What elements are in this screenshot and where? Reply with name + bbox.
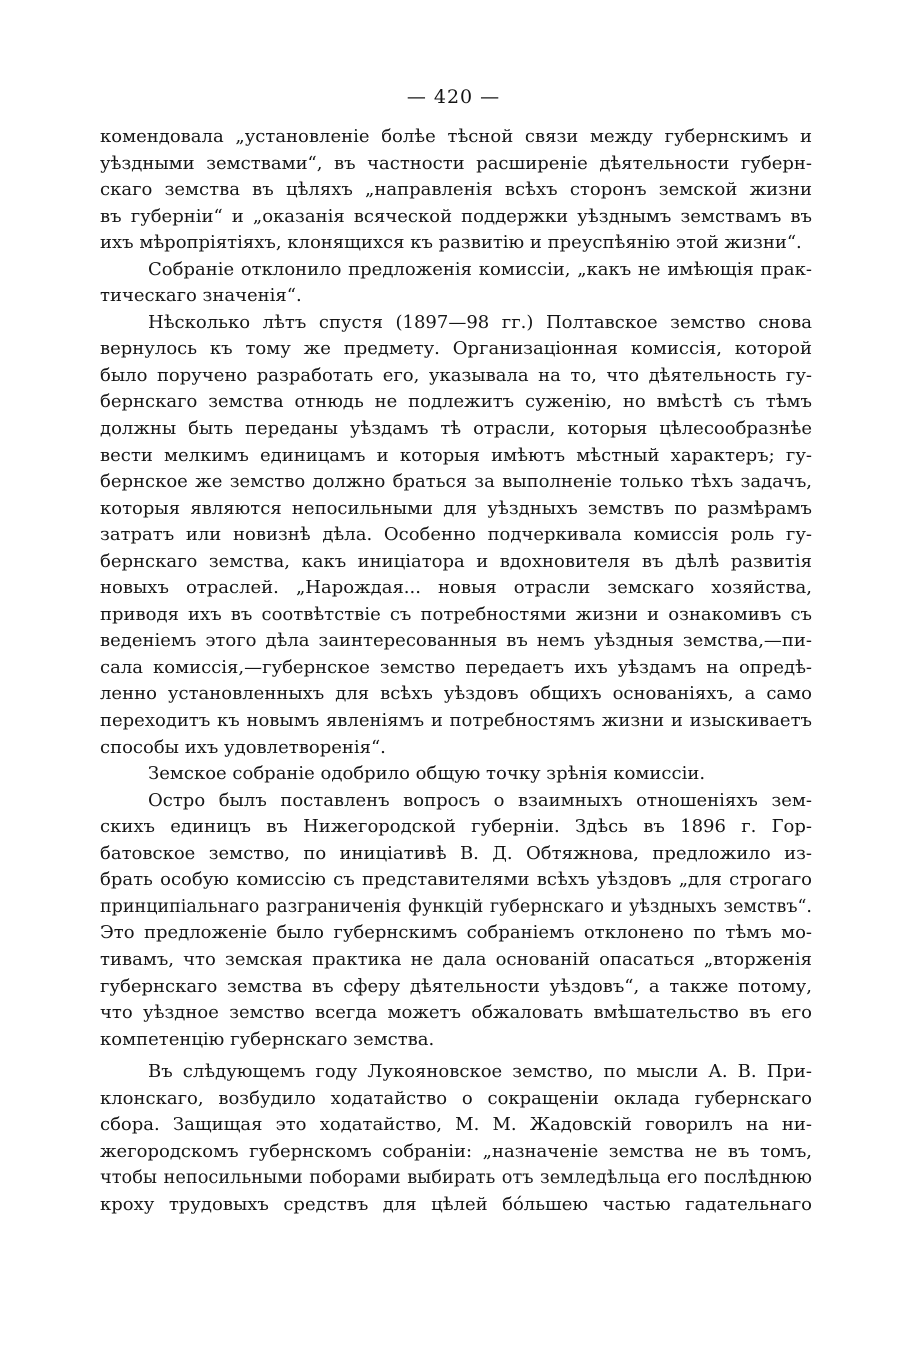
text-line: вести мелкимъ единицамъ и которыя имѣютъ мѣстный характеръ; гу- (100, 444, 812, 466)
text-line: губернскаго земства въ сферу дѣятельности уѣздовъ“, а также потому, (100, 975, 812, 997)
text-line: новыхъ отраслей. „Нарождая... новыя отрасли земскаго хозяйства, (100, 577, 812, 599)
text-line: вернулось къ тому же предмету. Организаціонная комиссія, которой (100, 338, 812, 360)
text-line: веденіемъ этого дѣла заинтересованныя въ немъ уѣздныя земства,—пи- (100, 630, 812, 652)
paragraph (100, 761, 812, 788)
text-line: жегородскомъ губернскомъ собраніи: „назначеніе земства не въ томъ, (100, 1140, 812, 1162)
text-line: что уѣздное земство всегда можетъ обжаловать вмѣшательство въ его (100, 1002, 812, 1024)
text-line: бернскаго земства, какъ иниціатора и вдохновителя въ дѣлѣ развитія (100, 550, 812, 572)
text-line: ленно установленныхъ для всѣхъ уѣздовъ общихъ основаніяхъ, а само (100, 683, 812, 705)
text-line: кроху трудовыхъ средствъ для цѣлей бо́льшею частью гадательнаго (100, 1193, 812, 1215)
text-line: брать особую комиссію съ представителями всѣхъ уѣздовъ „для строгаго (100, 869, 812, 891)
text-line: Въ слѣдующемъ году Лукояновское земство, по мысли А. В. При- (148, 1061, 812, 1083)
text-line: должны быть переданы уѣздамъ тѣ отрасли, которыя цѣлесообразнѣе (100, 418, 812, 440)
text-line: клонскаго, возбудило ходатайство о сокращеніи оклада губернскаго (100, 1087, 812, 1109)
text-line: сала комиссія,—губернское земство передаетъ ихъ уѣздамъ на опредѣ- (100, 656, 812, 678)
text-line: Остро былъ поставленъ вопросъ о взаимныхъ отношеніяхъ зем- (148, 789, 812, 811)
text-line: Нѣсколько лѣтъ спустя (1897—98 гг.) Полтавское земство снова (148, 311, 812, 333)
paragraph (100, 124, 812, 257)
text-line: комендовала „установленіе болѣе тѣсной связи между губернскимъ и (100, 126, 812, 147)
body-text (100, 124, 812, 1218)
text-line: принципіальнаго разграниченія функцій губернскаго и уѣздныхъ земствъ“. (100, 896, 812, 917)
text-line: чтобы непосильными поборами выбирать отъ земледѣльца его послѣднюю (100, 1168, 812, 1189)
text-line: скаго земства въ цѣляхъ „направленія всѣхъ сторонъ земской жизни (100, 179, 812, 201)
text-line: въ губерніи“ и „оказанія всяческой поддержки уѣзднымъ земствамъ въ (100, 205, 812, 227)
text-line: переходитъ къ новымъ явленіямъ и потребностямъ жизни и изыскиваетъ (100, 710, 812, 732)
text-line: Это предложеніе было губернскимъ собраніемъ отклонено по тѣмъ мо- (100, 922, 812, 944)
text-line: Собраніе отклонило предложенія комиссіи, „какъ не имѣющія прак- (148, 258, 812, 280)
text-line: тическаго значенія“. (100, 285, 302, 307)
paragraph (100, 257, 812, 310)
text-line: затратъ или новизнѣ дѣла. Особенно подчеркивала комиссія роль гу- (100, 524, 812, 546)
text-line: бернское же земство должно браться за выполненіе только тѣхъ задачъ, (100, 471, 812, 493)
text-line: было поручено разработать его, указывала на то, что дѣятельность гу- (100, 364, 812, 386)
paragraph (100, 788, 812, 1053)
text-line: которыя являются непосильными для уѣздныхъ земствъ по размѣрамъ (100, 497, 812, 519)
text-line: компетенцію губернскаго земства. (100, 1028, 435, 1050)
text-line: способы ихъ удовлетворенія“. (100, 736, 386, 758)
text-line: тивамъ, что земская практика не дала основаній опасаться „вторженія (100, 948, 812, 970)
text-line: бернскаго земства отнюдь не подлежитъ суженію, но вмѣстѣ съ тѣмъ (100, 391, 812, 413)
paragraph (100, 1059, 812, 1218)
page-number: — 420 — (406, 86, 501, 108)
text-line: скихъ единицъ въ Нижегородской губерніи. Здѣсь въ 1896 г. Гор- (100, 816, 812, 838)
paragraph (100, 310, 812, 761)
text-line: ихъ мѣропріятіяхъ, клонящихся къ развитію и преуспѣянію этой жизни“. (100, 232, 802, 254)
text-line: приводя ихъ въ соотвѣтствіе съ потребностями жизни и ознакомивъ съ (100, 603, 812, 625)
text-line: уѣздными земствами“, въ частности расширеніе дѣятельности губерн- (100, 152, 812, 174)
text-line: батовское земство, по иниціативѣ В. Д. Обтяжнова, предложило из- (100, 842, 812, 864)
text-line: Земское собраніе одобрило общую точку зрѣнія комиссіи. (148, 763, 706, 785)
text-line: сбора. Защищая это ходатайство, М. М. Жадовскій говорилъ на ни- (100, 1114, 812, 1136)
